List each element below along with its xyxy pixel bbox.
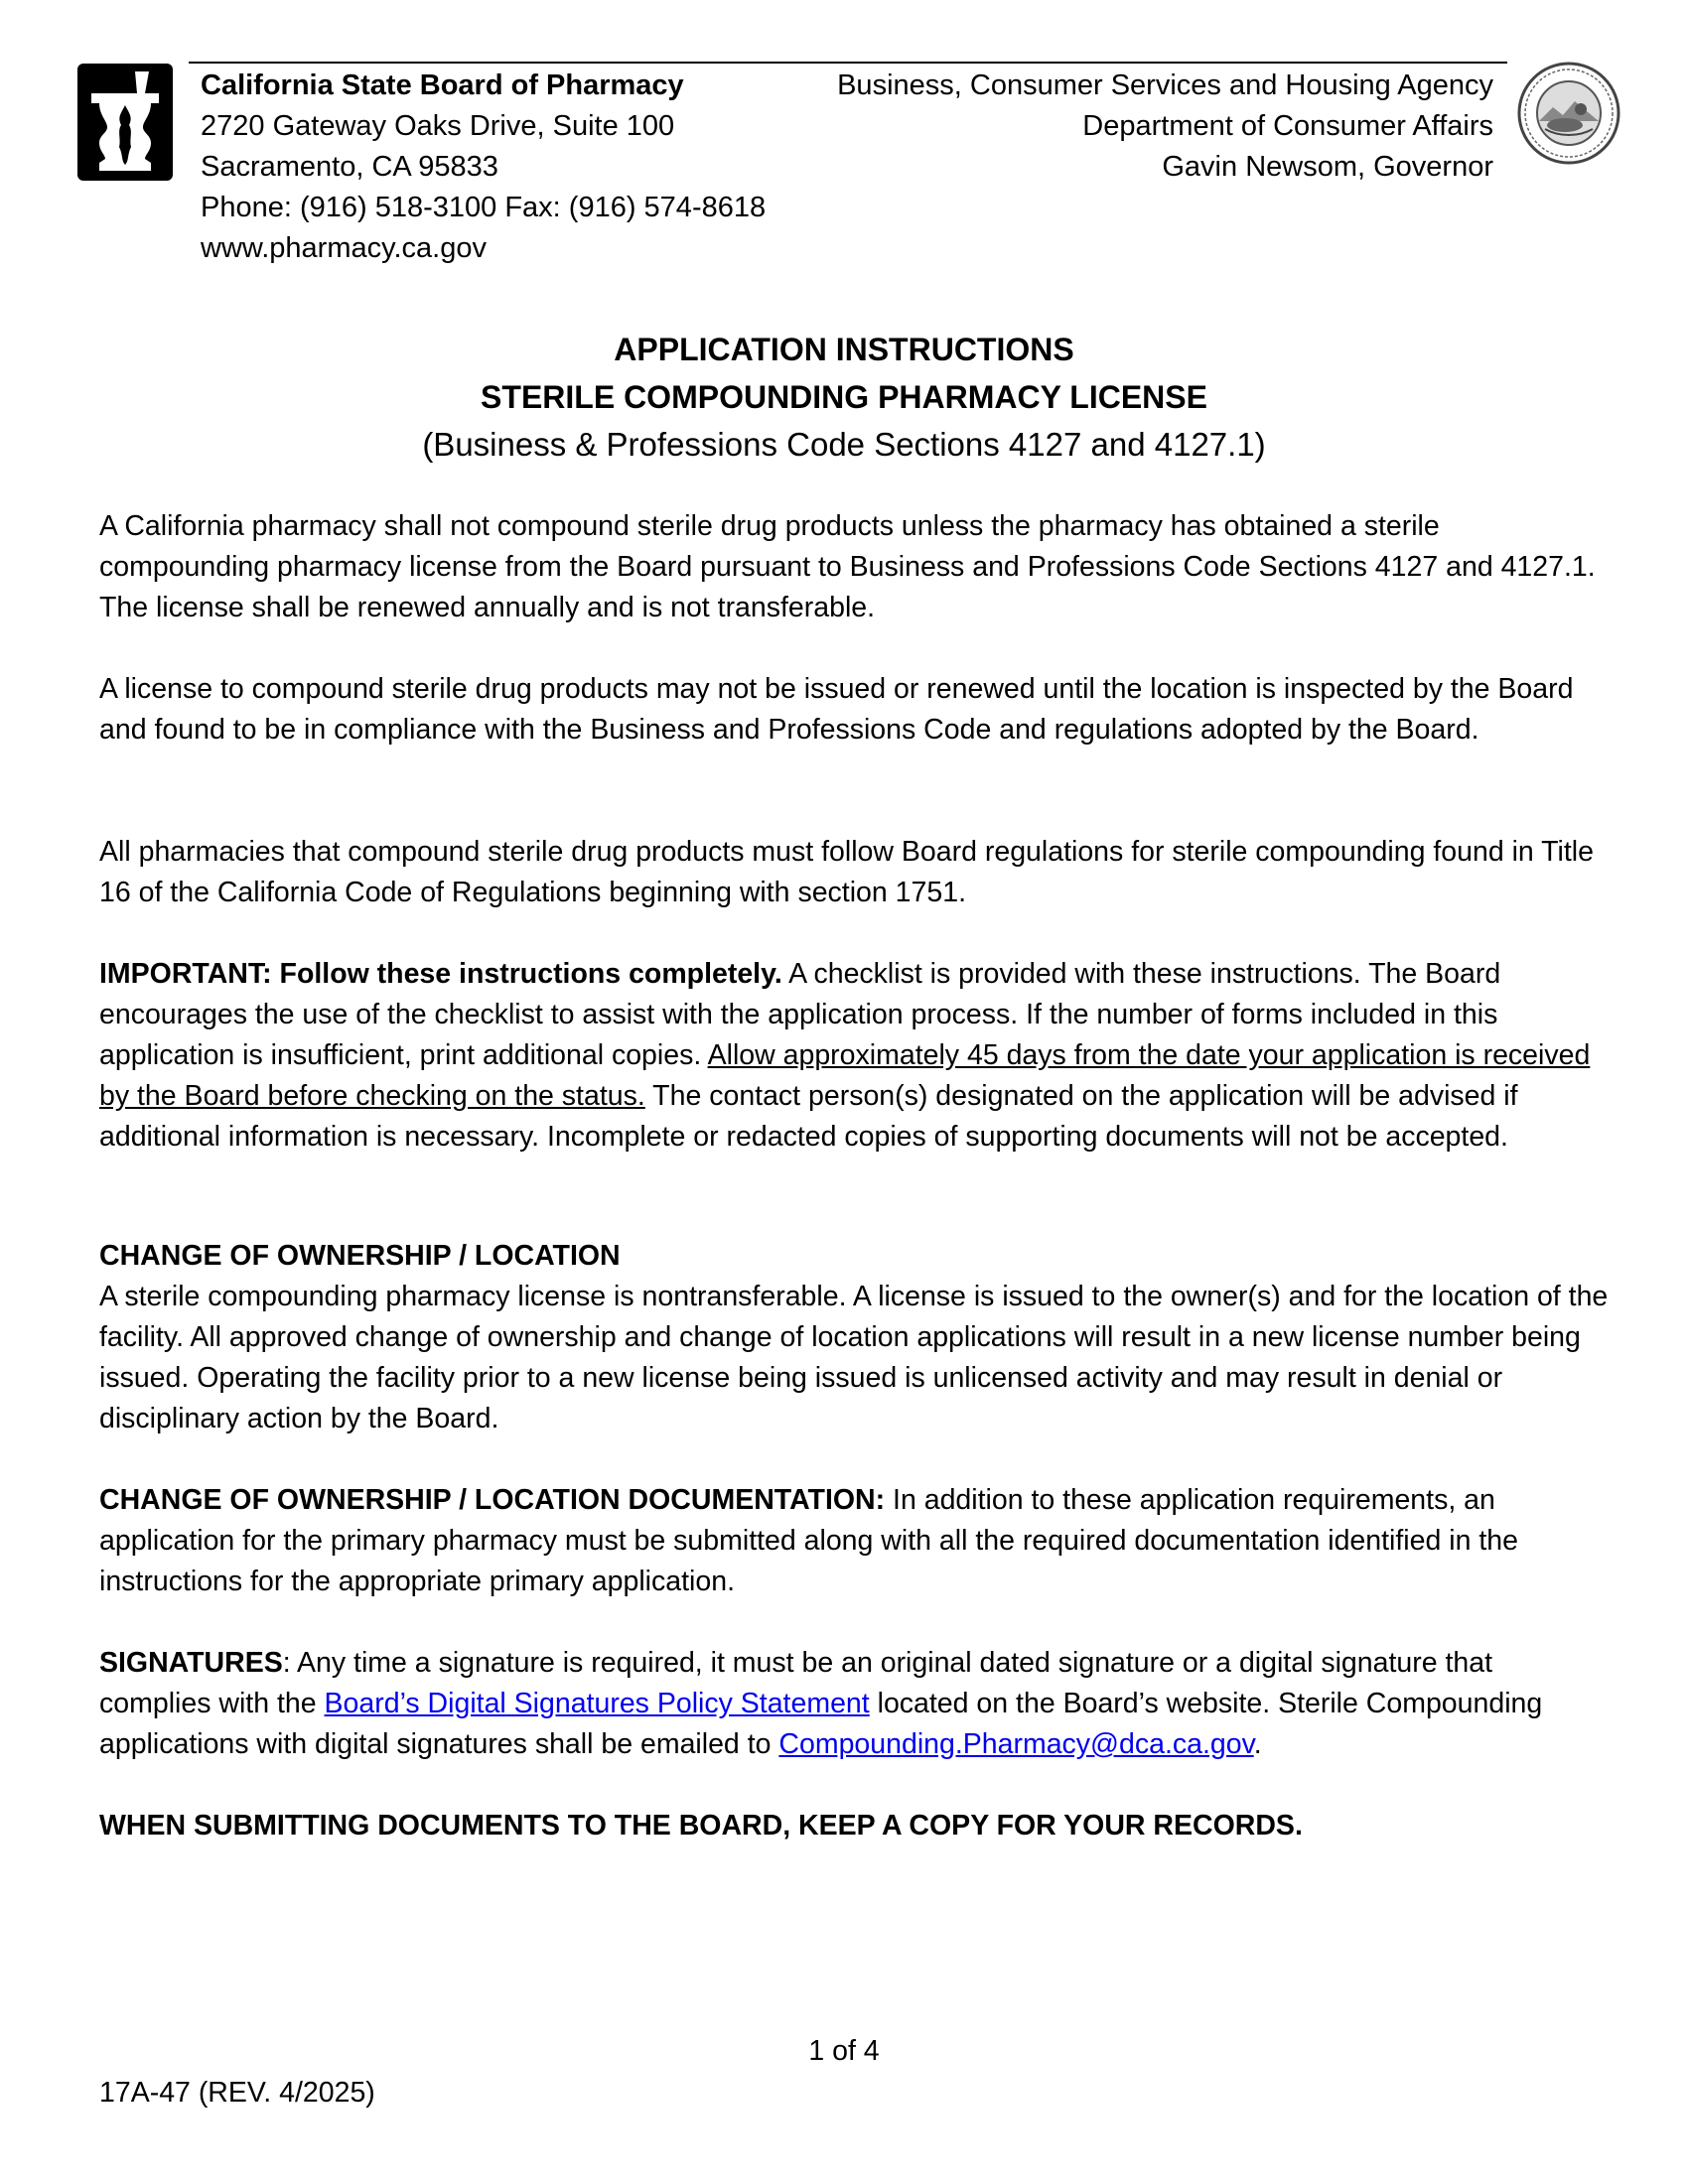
agency-name: Business, Consumer Services and Housing Agency (837, 69, 1493, 101)
phone-fax: Phone: (916) 518-3100 Fax: (916) 574-8618 (201, 192, 767, 223)
board-name: California State Board of Pharmacy (201, 69, 684, 101)
important-text-2: The contact person(s) designated on the application will be advised if additional information is necessary. Incomplete or redacted copies of supporting documents will not be accepted. (99, 1080, 1518, 1153)
governor-name: Gavin Newsom, Governor (1162, 151, 1493, 183)
header-rule (189, 62, 1507, 64)
page-number: 1 of 4 (808, 2035, 880, 2067)
paragraph-important (99, 954, 1609, 1158)
website: www.pharmacy.ca.gov (201, 232, 487, 264)
title-license-type: STERILE COMPOUNDING PHARMACY LICENSE (481, 379, 1207, 415)
compounding-email-link[interactable]: Compounding.Pharmacy@dca.ca.gov (778, 1728, 1254, 1760)
paragraph-signatures (99, 1643, 1609, 1765)
documentation-text: In addition to these application requirements, an application for the primary pharmacy must be submitted along with all the required documentation identified in the instructions for the appropriate primary application. (99, 1484, 1518, 1597)
paragraph-change-documentation (99, 1480, 1609, 1602)
california-state-seal-icon (1515, 60, 1622, 167)
paragraph-license-requirement: A California pharmacy shall not compound sterile drug products unless the pharmacy has obtained a sterile compounding pharmacy license from the Board pursuant to Business and Professions Code Sections 4127 and 4127.1. The license shall be renewed annually and is not transferable. (99, 510, 1596, 623)
address-line-2: Sacramento, CA 95833 (201, 151, 498, 183)
title-application-instructions: APPLICATION INSTRUCTIONS (614, 332, 1074, 367)
paragraph-change-of-ownership: A sterile compounding pharmacy license is nontransferable. A license is issued to the owner(s) and for the location of the facility. All approved change of ownership and change of location applications will result in a new license number being issued. Operating the facility prior to a new license being issued is unlicensed activity and may result in denial or disciplinary action by the Board. (99, 1281, 1609, 1434)
signatures-text-3: . (1253, 1728, 1262, 1760)
board-address-block (201, 66, 766, 269)
mortar-pestle-icon (77, 64, 173, 181)
department-name: Department of Consumer Affairs (1082, 110, 1493, 142)
signatures-lead: SIGNATURES (99, 1647, 283, 1679)
digital-signatures-policy-link[interactable]: Board’s Digital Signatures Policy Statement (324, 1688, 870, 1719)
keep-copy-notice: WHEN SUBMITTING DOCUMENTS TO THE BOARD, KEEP A COPY FOR YOUR RECORDS. (99, 1810, 1303, 1842)
important-lead: IMPORTANT: Follow these instructions completely. (99, 958, 782, 990)
important-processing-time: Allow approximately 45 days from the date your application is received by the Board before checking on the status. (99, 1039, 1591, 1112)
heading-change-of-ownership: CHANGE OF OWNERSHIP / LOCATION (99, 1240, 621, 1272)
address-line-1: 2720 Gateway Oaks Drive, Suite 100 (201, 110, 675, 142)
agency-block (837, 66, 1493, 188)
paragraph-regulations: All pharmacies that compound sterile drug products must follow Board regulations for sterile compounding found in Title 16 of the California Code of Regulations beginning with section 1751. (99, 836, 1594, 908)
signatures-text-1: : Any time a signature is required, it must be an original dated signature or a digital signature that complies with the (99, 1647, 1493, 1719)
signatures-text-2: located on the Board’s website. Sterile Compounding applications with digital signatures shall be emailed to (99, 1688, 1543, 1760)
title-code-sections: (Business & Professions Code Sections 4127 and 4127.1) (422, 426, 1266, 463)
form-number: 17A-47 (REV. 4/2025) (99, 2077, 375, 2109)
documentation-lead: CHANGE OF OWNERSHIP / LOCATION DOCUMENTATION: (99, 1484, 886, 1516)
paragraph-inspection: A license to compound sterile drug products may not be issued or renewed until the location is inspected by the Board and found to be in compliance with the Business and Professions Code and regulations adopted by the Board. (99, 673, 1574, 746)
important-text-1: A checklist is provided with these instructions. The Board encourages the use of the checklist to assist with the application process. If the number of forms included in this application is insufficient, print additional copies. (99, 958, 1501, 1071)
